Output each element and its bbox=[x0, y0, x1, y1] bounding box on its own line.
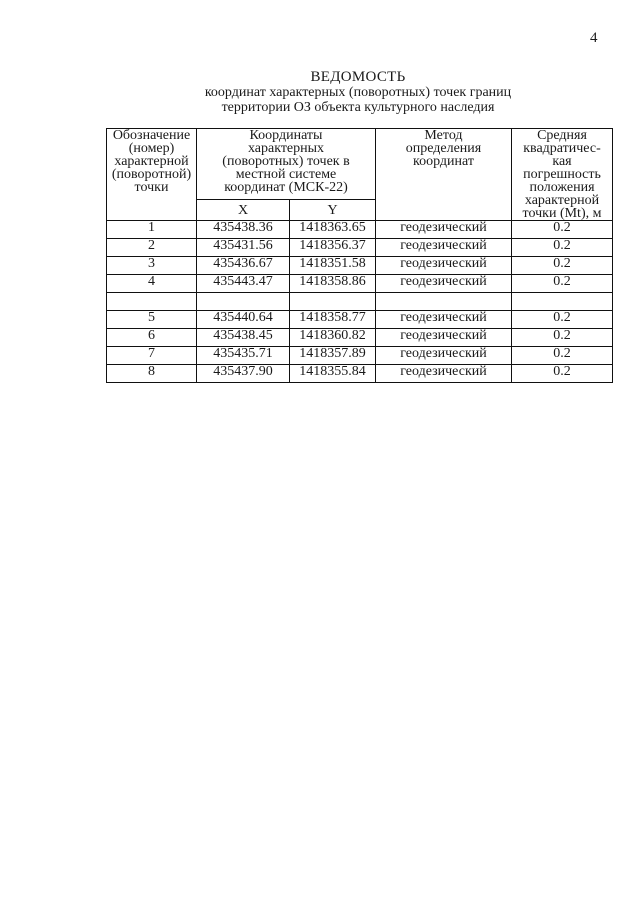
cell-point: 8 bbox=[107, 365, 197, 383]
cell-y: 1418351.58 bbox=[290, 257, 376, 275]
table-row bbox=[107, 293, 613, 311]
cell-method: геодезический bbox=[376, 257, 512, 275]
cell-method bbox=[376, 293, 512, 311]
table-row bbox=[107, 221, 613, 239]
cell-x bbox=[197, 293, 290, 311]
table-row bbox=[107, 257, 613, 275]
table-row bbox=[107, 347, 613, 365]
cell-accuracy: 0.2 bbox=[512, 347, 613, 365]
cell-point: 5 bbox=[107, 311, 197, 329]
cell-point: 1 bbox=[107, 221, 197, 239]
cell-x: 435437.90 bbox=[197, 365, 290, 383]
cell-x: 435443.47 bbox=[197, 275, 290, 293]
page-number: 4 bbox=[590, 30, 598, 46]
title-line-1: ВЕДОМОСТЬ bbox=[310, 69, 406, 85]
cell-method: геодезический bbox=[376, 365, 512, 383]
table-row bbox=[107, 239, 613, 257]
cell-y: 1418360.82 bbox=[290, 329, 376, 347]
cell-y: 1418357.89 bbox=[290, 347, 376, 365]
title-line-2: координат характерных (поворотных) точек границ bbox=[204, 85, 512, 100]
cell-accuracy: 0.2 bbox=[512, 275, 613, 293]
title-line-3: территории ОЗ объекта культурного наследия bbox=[221, 100, 495, 115]
table-row bbox=[107, 311, 613, 329]
cell-accuracy: 0.2 bbox=[512, 329, 613, 347]
cell-y: 1418356.37 bbox=[290, 239, 376, 257]
cell-y: 1418358.77 bbox=[290, 311, 376, 329]
header-x: X bbox=[197, 200, 290, 221]
cell-accuracy: 0.2 bbox=[512, 311, 613, 329]
cell-accuracy: 0.2 bbox=[512, 257, 613, 275]
table-row bbox=[107, 275, 613, 293]
cell-x: 435438.45 bbox=[197, 329, 290, 347]
cell-point: 4 bbox=[107, 275, 197, 293]
cell-method: геодезический bbox=[376, 329, 512, 347]
header-y: Y bbox=[290, 200, 376, 221]
cell-accuracy: 0.2 bbox=[512, 239, 613, 257]
cell-accuracy: 0.2 bbox=[512, 365, 613, 383]
cell-y: 1418358.86 bbox=[290, 275, 376, 293]
cell-point: 6 bbox=[107, 329, 197, 347]
cell-x: 435438.36 bbox=[197, 221, 290, 239]
header-coordinates: Координаты характерных (поворотных) точек в местной системе координат (МСК-22) bbox=[197, 129, 376, 200]
table-row bbox=[107, 329, 613, 347]
cell-x: 435436.67 bbox=[197, 257, 290, 275]
cell-accuracy: 0.2 bbox=[512, 221, 613, 239]
cell-method: геодезический bbox=[376, 221, 512, 239]
cell-y: 1418355.84 bbox=[290, 365, 376, 383]
cell-y: 1418363.65 bbox=[290, 221, 376, 239]
cell-point: 7 bbox=[107, 347, 197, 365]
cell-method: геодезический bbox=[376, 311, 512, 329]
cell-y bbox=[290, 293, 376, 311]
cell-x: 435435.71 bbox=[197, 347, 290, 365]
header-accuracy: Средняя квадратичес- кая погрешность положения характерной точки (Mt), м bbox=[512, 129, 613, 221]
table-row bbox=[107, 365, 613, 383]
cell-point: 2 bbox=[107, 239, 197, 257]
cell-method: геодезический bbox=[376, 239, 512, 257]
cell-x: 435440.64 bbox=[197, 311, 290, 329]
cell-method: геодезический bbox=[376, 347, 512, 365]
header-point: Обозначение (номер) характерной (поворотной) точки bbox=[107, 129, 197, 221]
header-method: Метод определения координат bbox=[376, 129, 512, 221]
document-title bbox=[0, 70, 640, 115]
coordinates-table bbox=[106, 128, 613, 383]
cell-point bbox=[107, 293, 197, 311]
cell-accuracy bbox=[512, 293, 613, 311]
cell-method: геодезический bbox=[376, 275, 512, 293]
cell-x: 435431.56 bbox=[197, 239, 290, 257]
cell-point: 3 bbox=[107, 257, 197, 275]
